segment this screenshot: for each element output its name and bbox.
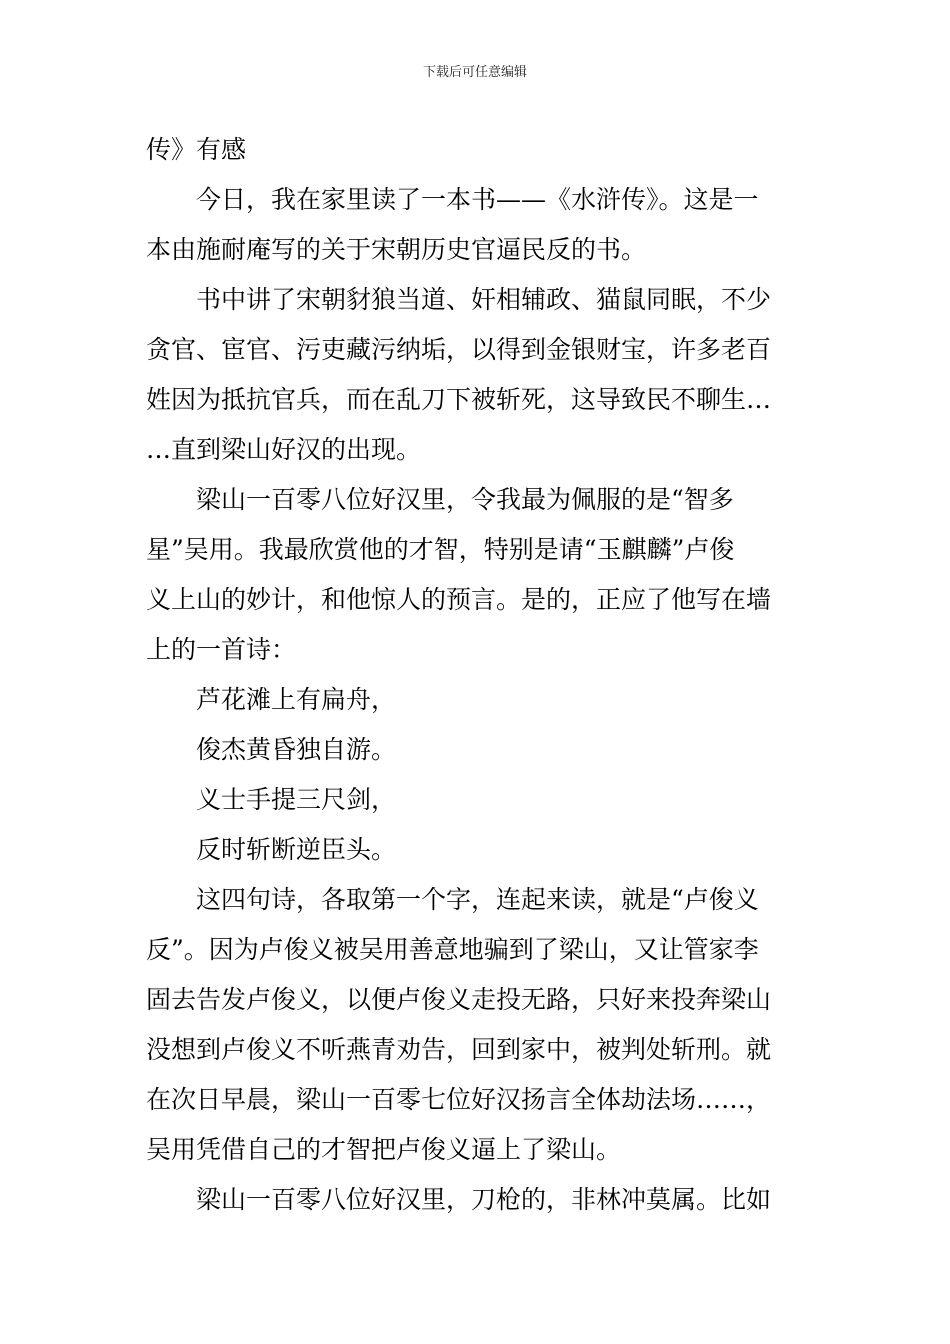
text-line: 在次日早晨，梁山一百零七位好汉扬言全体劫法场……，: [146, 1085, 772, 1114]
text-line: 反”。因为卢俊义被吴用善意地骗到了梁山，又让管家李: [146, 935, 759, 964]
poem-line: 义士手提三尺剑，: [196, 785, 397, 814]
text-line: 没想到卢俊义不听燕青劝告，回到家中，被判处斩刑。就: [146, 1035, 772, 1064]
text-line: 吴用凭借自己的才智把卢俊义逼上了梁山。: [146, 1135, 622, 1164]
text-line: 梁山一百零八位好汉里，令我最为佩服的是“智多: [196, 485, 734, 514]
text-line: 这四句诗，各取第一个字，连起来读，就是“卢俊义: [196, 885, 759, 914]
text-line: …直到梁山好汉的出现。: [146, 435, 422, 464]
text-line: 本由施耐庵写的关于宋朝历史官逼民反的书。: [146, 235, 647, 264]
text-line: 义上山的妙计，和他惊人的预言。是的，正应了他写在墙: [146, 585, 772, 614]
poem-line: 俊杰黄昏独自游。: [196, 735, 397, 764]
text-line: 星”吴用。我最欣赏他的才智，特别是请“玉麒麟”卢俊: [146, 535, 735, 564]
text-line: 固去告发卢俊义，以便卢俊义走投无路，只好来投奔梁山: [146, 985, 772, 1014]
text-line: 今日，我在家里读了一本书——《水浒传》。这是一: [196, 185, 759, 214]
poem-line: 反时斩断逆臣头。: [196, 835, 397, 864]
page-header: 下载后可任意编辑: [422, 65, 527, 80]
text-line: 贪官、宦官、污吏藏污纳垢，以得到金银财宝，许多老百: [146, 335, 772, 364]
text-line: 传》有感: [146, 135, 247, 164]
poem-line: 芦花滩上有扁舟，: [196, 685, 397, 714]
text-line: 梁山一百零八位好汉里，刀枪的，非林冲莫属。比如: [196, 1185, 772, 1214]
text-line: 书中讲了宋朝豺狼当道、奸相辅政、猫鼠同眠，不少: [196, 285, 772, 314]
document-body: [146, 125, 811, 1225]
text-line: 上的一首诗：: [146, 635, 297, 664]
text-line: 姓因为抵抗官兵，而在乱刀下被斩死，这导致民不聊生…: [146, 385, 772, 414]
